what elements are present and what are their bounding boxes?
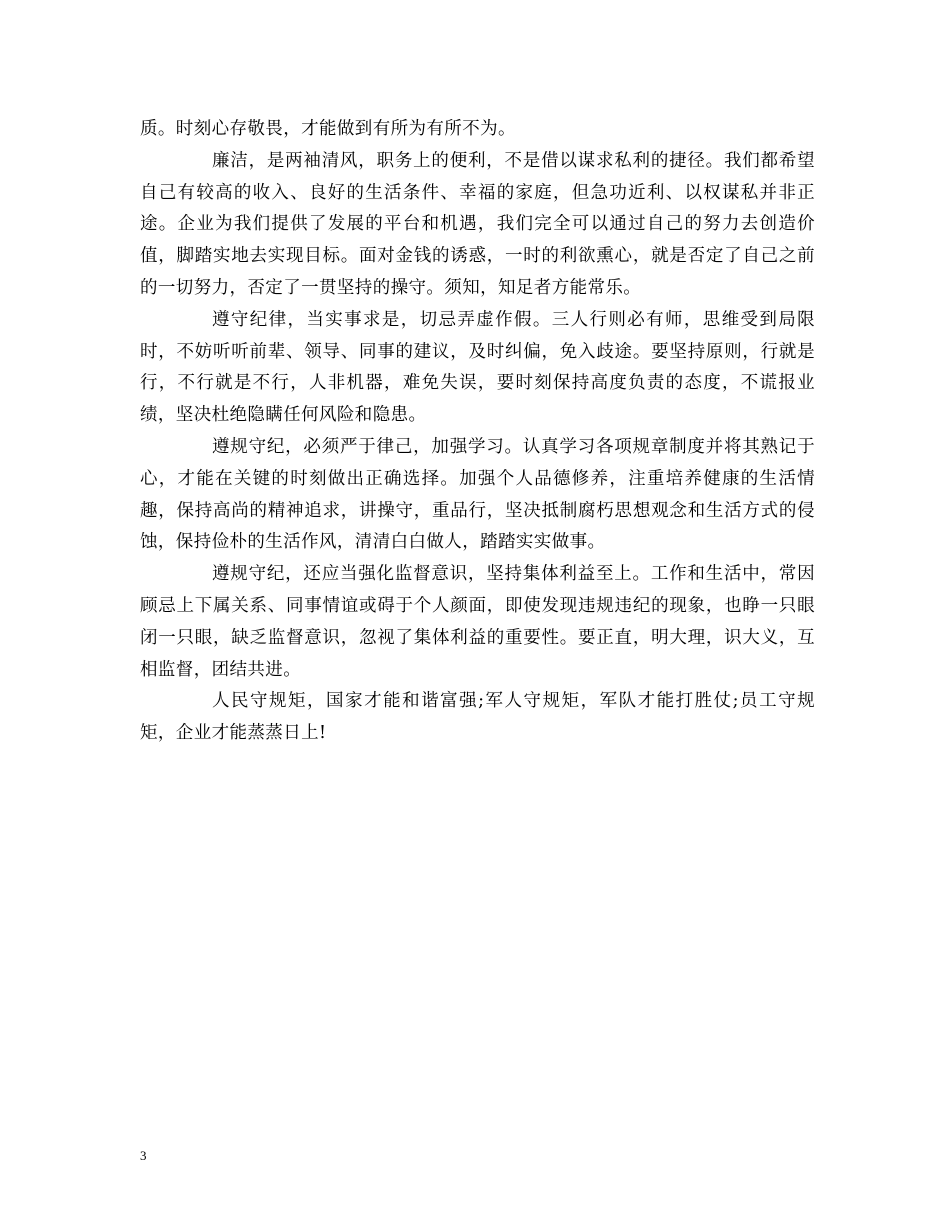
document-body — [140, 114, 815, 750]
paragraph-supervision: 遵规守纪，还应当强化监督意识，坚持集体利益至上。工作和生活中，常因顾忌上下属关系、同事情谊或碍于个人颜面，即使发现违规违纪的现象，也睁一只眼闭一只眼，缺乏监督意识，忽视了集体利益的重要性。要正直，明大理，识大义，互相监督，团结共进。 — [140, 564, 815, 680]
paragraph-self-discipline: 遵规守纪，必须严于律己，加强学习。认真学习各项规章制度并将其熟记于心，才能在关键的时刻做出正确选择。加强个人品德修养，注重培养健康的生活情趣，保持高尚的精神追求，讲操守，重品行，坚决抵制腐朽思想观念和生活方式的侵蚀，保持俭朴的生活作风，清清白白做人，踏踏实实做事。 — [140, 436, 815, 553]
paragraph-integrity: 廉洁，是两袖清风，职务上的便利，不是借以谋求私利的捷径。我们都希望自己有较高的收入、良好的生活条件、幸福的家庭，但急功近利、以权谋私并非正途。企业为我们提供了发展的平台和机遇，我们完全可以通过自己的努力去创造价值，脚踏实地去实现目标。面对金钱的诱惑，一时的利欲熏心，就是否定了自己之前的一切努力，否定了一贯坚持的操守。须知，知足者方能常乐。 — [140, 150, 815, 298]
page-number: 3 — [140, 1148, 147, 1163]
paragraph-conclusion: 人民守规矩，国家才能和谐富强;军人守规矩，军队才能打胜仗;员工守规矩，企业才能蒸蒸日上! — [140, 691, 815, 744]
paragraph-discipline: 遵守纪律，当实事求是，切忌弄虚作假。三人行则必有师，思维受到局限时，不妨听听前辈、领导、同事的建议，及时纠偏，免入歧途。要坚持原则，行就是行，不行就是不行，人非机器，难免失误，要时刻保持高度负责的态度，不谎报业绩，坚决杜绝隐瞒任何风险和隐患。 — [140, 309, 815, 426]
paragraph-continuation: 质。时刻心存敬畏，才能做到有所为有所不为。 — [140, 119, 516, 139]
